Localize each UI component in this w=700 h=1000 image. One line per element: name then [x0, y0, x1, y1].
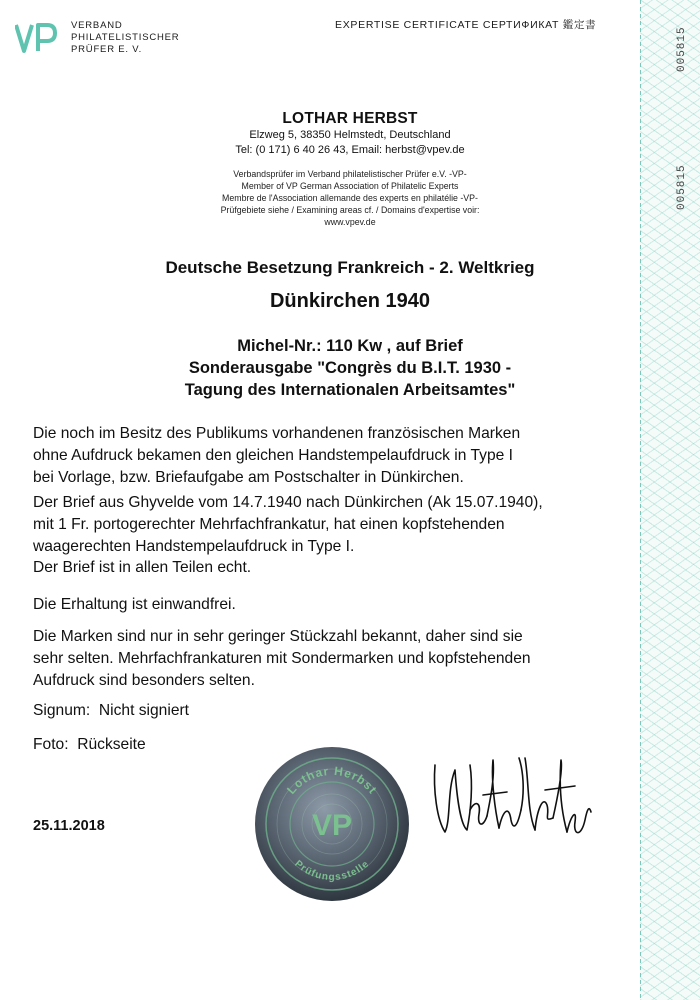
signum-label: Signum:: [33, 702, 91, 719]
examiner-block: [0, 110, 700, 228]
signum-value: Nicht signiert: [98, 702, 190, 719]
organization-name: VERBAND PHILATELISTISCHER PRÜFER E. V.: [71, 20, 180, 55]
paragraph-item-description: Der Brief aus Ghyvelde vom 14.7.1940 nach Dünkirchen (Ak 15.07.1940), mit 1 Fr. portogerechter Mehrfachfrankatur, hat einen kopfstehenden waagerechten Handstempelaufdruck in Type I. Der Brief ist in allen Teilen echt.: [33, 494, 543, 577]
hologram-bottom-text: Prüfungsstelle: [292, 858, 372, 884]
foto-value: Rückseite: [77, 736, 146, 753]
examiner-signature: [425, 750, 595, 850]
serial-number-bottom: 005815: [676, 164, 688, 210]
membership-line: Membre de l'Association allemande des experts en philatélie -VP-: [222, 193, 478, 203]
membership-line: Member of VP German Association of Philatelic Experts: [241, 181, 459, 191]
issue-date: 25.11.2018: [33, 818, 105, 834]
serial-number-top: 005815: [676, 26, 688, 72]
issue-name-line: Sonderausgabe "Congrès du B.I.T. 1930 -: [188, 359, 512, 377]
examiner-contact: Tel: (0 171) 6 40 26 43, Email: herbst@vpev.de: [235, 144, 465, 156]
website-link[interactable]: www.vpev.de: [324, 217, 376, 227]
membership-line: Verbandsprüfer im Verband philatelistischer Prüfer e.V. -VP-: [233, 169, 467, 179]
paragraph-rarity: Die Marken sind nur in sehr geringer Stückzahl bekannt, daher sind sie sehr selten. Mehrfachfrankaturen mit Sondermarken und kopfstehenden Aufdruck sind besonders selten.: [33, 628, 531, 689]
collecting-area: Deutsche Besetzung Frankreich - 2. Weltkrieg: [165, 258, 535, 277]
examiner-address: Elzweg 5, 38350 Helmstedt, Deutschland: [249, 129, 451, 141]
foto-field: [33, 736, 146, 754]
certificate-title: EXPERTISE CERTIFICATE СЕРТИФИКАТ 鑑定書: [335, 19, 597, 31]
foto-label: Foto:: [33, 736, 69, 753]
stamp-description: [0, 335, 700, 401]
hologram-top-text: Lothar Herbst: [284, 763, 381, 797]
certificate-subject-title: Dünkirchen 1940: [269, 290, 431, 312]
membership-line: Prüfgebiete siehe / Examining areas cf. / Domains d'expertise voir:: [220, 205, 480, 215]
hologram-seal: [253, 745, 411, 903]
michel-number: Michel-Nr.: 110 Kw , auf Brief: [237, 337, 463, 355]
paragraph-background: Die noch im Besitz des Publikums vorhandenen französischen Marken ohne Aufdruck bekamen den gleichen Handstempelaufdruck in Type I bei Vorlage, bzw. Briefaufgabe am Postschalter in Dünkirchen.: [33, 425, 521, 486]
issue-name-line: Tagung des Internationalen Arbeitsamtes": [184, 381, 516, 399]
paragraph-condition: Die Erhaltung ist einwandfrei.: [33, 596, 236, 613]
examiner-name: LOTHAR HERBST: [282, 110, 418, 127]
hologram-center-text: VP: [311, 809, 353, 842]
vp-logo: [15, 22, 57, 54]
signum-field: [33, 702, 189, 720]
